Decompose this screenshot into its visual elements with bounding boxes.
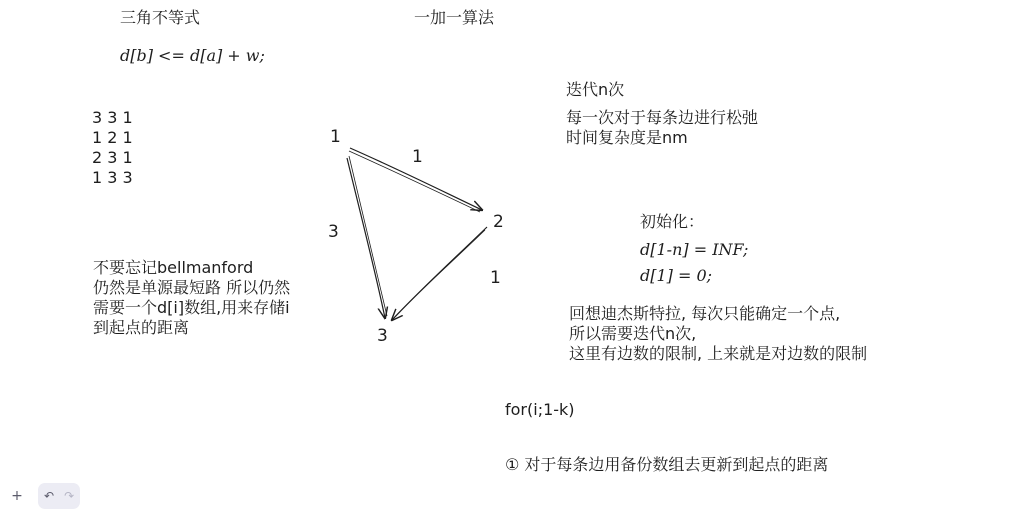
redo-icon[interactable]: ↷ bbox=[64, 489, 75, 503]
edge-input-line: 3 3 1 bbox=[92, 108, 133, 127]
edge-weight-1-2: 1 bbox=[412, 147, 423, 167]
step-one-note: ① 对于每条边用备份数组去更新到起点的距离 bbox=[505, 455, 829, 474]
for-loop-note: for(i;1-k) bbox=[505, 400, 575, 419]
edge-2-to-3-sketch bbox=[394, 230, 485, 318]
graph-node-2: 2 bbox=[493, 212, 504, 232]
iteration-notes bbox=[566, 80, 758, 148]
edge-weight-1-3: 3 bbox=[328, 222, 339, 242]
triangle-inequality-formula: d[b] <= d[a] + w; bbox=[120, 46, 265, 65]
edge-1-to-3 bbox=[347, 158, 385, 318]
iterate-description: 每一次对于每条边进行松弛 bbox=[566, 108, 759, 127]
reminder-line: 到起点的距离 bbox=[93, 318, 190, 337]
edge-1-to-3-sketch bbox=[349, 156, 387, 316]
initialization-notes bbox=[640, 212, 704, 232]
complexity-note: 时间复杂度是nm bbox=[566, 128, 688, 147]
one-add-one-note: 一加一算法 bbox=[414, 8, 495, 27]
reminder-line: 不要忘记bellmanford bbox=[93, 258, 254, 277]
bellman-ford-reminder bbox=[93, 258, 290, 338]
reminder-line: 仍然是单源最短路 所以仍然 bbox=[93, 278, 291, 297]
iterate-title: 迭代n次 bbox=[566, 80, 625, 99]
undo-icon[interactable]: ↶ bbox=[44, 489, 55, 503]
dijkstra-comparison bbox=[569, 304, 867, 364]
reason-line: 回想迪杰斯特拉, 每次只能确定一个点, bbox=[569, 304, 841, 323]
history-controls bbox=[38, 483, 80, 509]
reminder-line: 需要一个d[i]数组,用来存储i bbox=[93, 298, 290, 317]
graph-node-1: 1 bbox=[330, 127, 341, 147]
triangle-inequality-title: 三角不等式 bbox=[120, 8, 201, 27]
graph-node-3: 3 bbox=[377, 326, 388, 346]
init-line-2: d[1] = 0; bbox=[640, 266, 713, 285]
edge-input-list bbox=[92, 108, 133, 188]
canvas-toolbar bbox=[0, 480, 80, 512]
zoom-in-icon[interactable]: + bbox=[11, 488, 23, 504]
reason-line: 所以需要迭代n次, bbox=[569, 324, 697, 343]
edge-2-to-3 bbox=[392, 227, 487, 320]
init-title: 初始化： bbox=[640, 212, 705, 231]
reason-line: 这里有边数的限制, 上来就是对边数的限制 bbox=[569, 344, 868, 363]
edge-weight-2-3: 1 bbox=[490, 268, 501, 288]
edge-input-line: 1 3 3 bbox=[92, 168, 133, 187]
init-line-1: d[1-n] = INF; bbox=[640, 240, 749, 259]
edge-input-line: 1 2 1 bbox=[92, 128, 133, 147]
edge-input-line: 2 3 1 bbox=[92, 148, 133, 167]
